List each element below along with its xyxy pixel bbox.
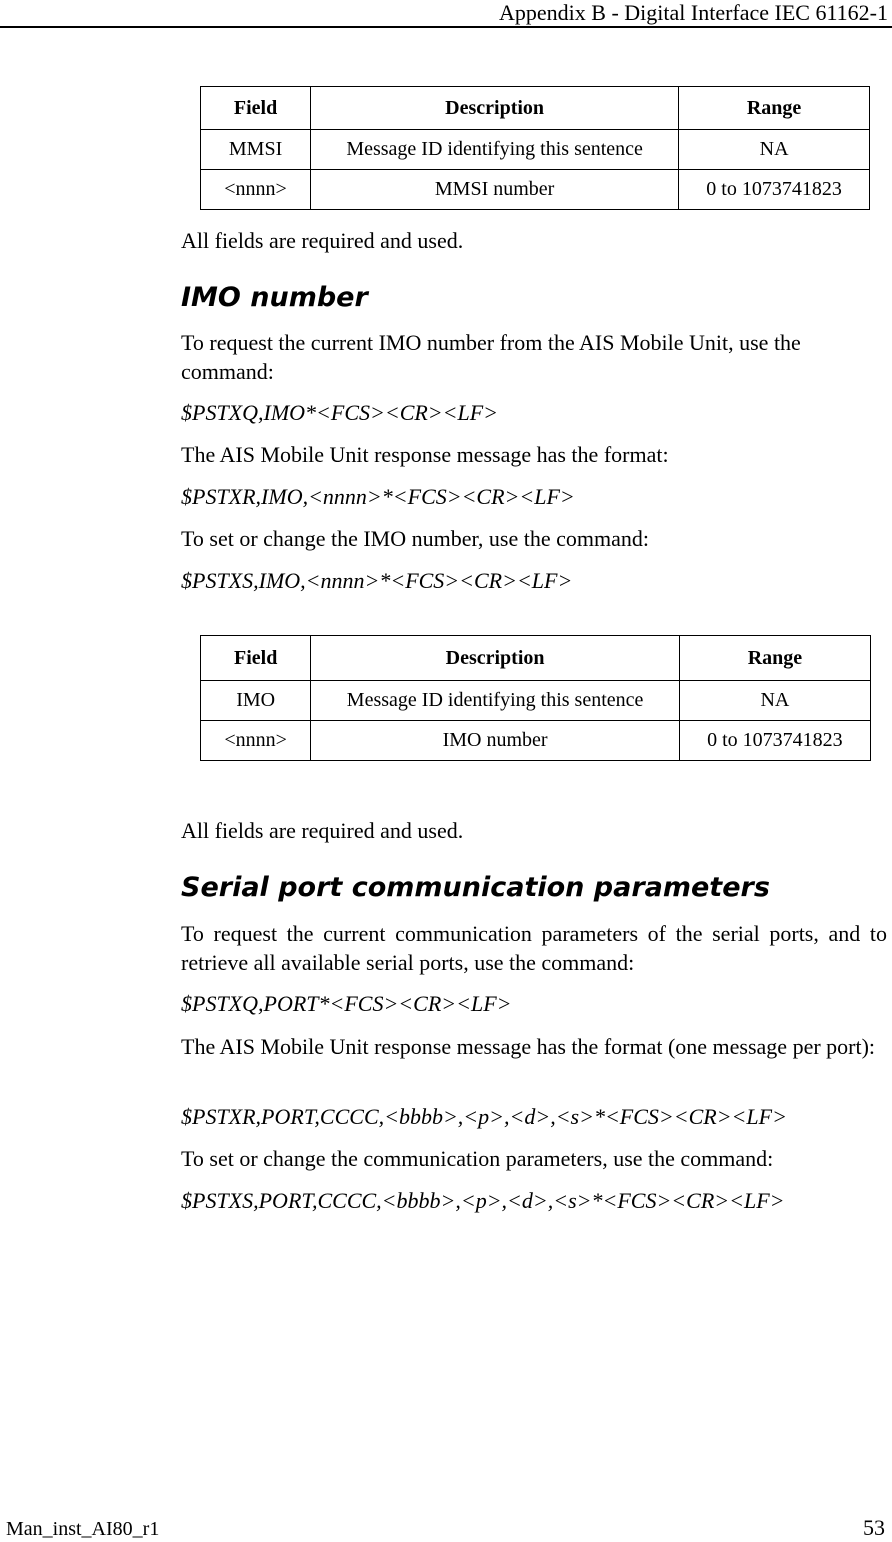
serial-request-paragraph: To request the current communication parameters of the serial ports, and to retrieve all available serial ports, use the command:	[181, 921, 887, 975]
imo-field-table	[200, 635, 871, 761]
imo-set-paragraph: To set or change the IMO number, use the command:	[181, 526, 650, 551]
column-header-description: Description	[311, 636, 679, 681]
table-cell-description: IMO number	[311, 721, 679, 761]
table-cell-field: <nnnn>	[201, 170, 311, 210]
footer-page-number: 53	[863, 1515, 885, 1540]
header-rule	[0, 26, 892, 28]
footer-document-id: Man_inst_AI80_r1	[6, 1518, 160, 1540]
table-cell-description: Message ID identifying this sentence	[311, 681, 679, 721]
serial-port-section-heading: Serial port communication parameters	[181, 872, 770, 903]
column-header-field: Field	[201, 87, 311, 130]
table-row	[201, 130, 870, 170]
serial-set-command: $PSTXS,PORT,CCCC,<bbbb>,<p>,<d>,<s>*<FCS><CR><LF>	[181, 1188, 785, 1213]
column-header-range: Range	[679, 87, 870, 130]
imo-set-command: $PSTXS,IMO,<nnnn>*<FCS><CR><LF>	[181, 568, 573, 593]
serial-request-command: $PSTXQ,PORT*<FCS><CR><LF>	[181, 991, 512, 1016]
imo-section-heading: IMO number	[181, 282, 368, 313]
imo-request-command: $PSTXQ,IMO*<FCS><CR><LF>	[181, 400, 499, 425]
table-cell-range: 0 to 1073741823	[679, 170, 870, 210]
table-cell-description: Message ID identifying this sentence	[311, 130, 679, 170]
imo-request-paragraph: To request the current IMO number from the AIS Mobile Unit, use the command:	[181, 330, 801, 384]
serial-response-command: $PSTXR,PORT,CCCC,<bbbb>,<p>,<d>,<s>*<FCS><CR><LF>	[181, 1104, 787, 1129]
table-cell-range: NA	[679, 130, 870, 170]
table-cell-description: MMSI number	[311, 170, 679, 210]
column-header-range: Range	[679, 636, 870, 681]
table-header-row	[201, 636, 871, 681]
imo-response-paragraph: The AIS Mobile Unit response message has the format:	[181, 442, 669, 467]
table-cell-field: <nnnn>	[201, 721, 311, 761]
table-cell-field: MMSI	[201, 130, 311, 170]
column-header-description: Description	[311, 87, 679, 130]
imo-fields-note: All fields are required and used.	[181, 818, 464, 843]
table-cell-range: NA	[679, 681, 870, 721]
table-cell-range: 0 to 1073741823	[679, 721, 870, 761]
running-header: Appendix B - Digital Interface IEC 61162-1	[499, 0, 888, 25]
table-row	[201, 681, 871, 721]
imo-response-command: $PSTXR,IMO,<nnnn>*<FCS><CR><LF>	[181, 484, 575, 509]
column-header-field: Field	[201, 636, 311, 681]
table-row	[201, 170, 870, 210]
serial-set-paragraph: To set or change the communication parameters, use the command:	[181, 1146, 774, 1171]
mmsi-fields-note: All fields are required and used.	[181, 228, 464, 253]
table-header-row	[201, 87, 870, 130]
mmsi-field-table	[200, 86, 870, 210]
serial-response-paragraph: The AIS Mobile Unit response message has the format (one message per port):	[181, 1034, 876, 1059]
table-cell-field: IMO	[201, 681, 311, 721]
table-row	[201, 721, 871, 761]
